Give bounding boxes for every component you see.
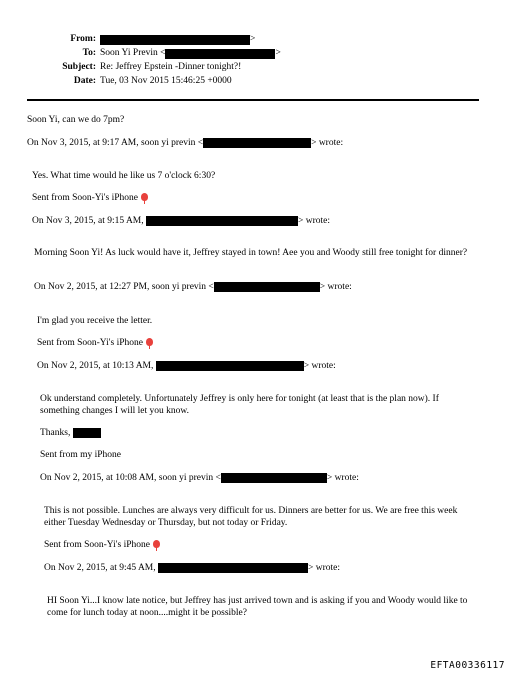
redaction-block	[221, 473, 327, 483]
redaction-block	[100, 35, 250, 45]
subject-value: Re: Jeffrey Epstein -Dinner tonight?!	[100, 62, 242, 73]
message-body: Morning Soon Yi! As luck would have it, Jeffrey stayed in town! Aee you and Woody still free tonight for dinner?	[34, 248, 468, 258]
signoff: Thanks,	[40, 428, 101, 440]
message-body: This is not possible. Lunches are always very difficult for us. Dinners are better for us. We are free this week either Tuesday Wednesday or Thursday, but not today or Friday.	[44, 506, 458, 528]
to-label: To:	[82, 48, 96, 59]
quote-header: On Nov 2, 2015, at 9:45 AM, > wrote:	[44, 563, 341, 574]
redaction-block	[214, 282, 320, 292]
signature: Sent from Soon-Yi's iPhone	[37, 338, 153, 350]
message-body: I'm glad you receive the letter.	[37, 316, 153, 326]
quote-header: On Nov 3, 2015, at 9:17 AM, soon yi previn < > wrote:	[27, 138, 344, 149]
balloon-icon	[153, 540, 160, 548]
header-divider	[27, 99, 479, 101]
email-header	[20, 33, 380, 89]
balloon-icon	[141, 193, 148, 201]
message-body: Yes. What time would he like us 7 o'clock 6:30?	[32, 171, 216, 181]
redaction-block	[158, 563, 308, 573]
signature: Sent from Soon-Yi's iPhone	[32, 193, 148, 205]
redaction-block	[146, 216, 298, 226]
message-body: Soon Yi, can we do 7pm?	[27, 115, 125, 125]
redaction-block	[203, 138, 311, 148]
redaction-block	[165, 49, 275, 59]
quote-header: On Nov 2, 2015, at 10:13 AM, > wrote:	[37, 361, 336, 372]
to-value: Soon Yi Previn < >	[100, 48, 281, 59]
from-value: >	[100, 34, 255, 46]
redaction-block	[156, 361, 304, 371]
redaction-block	[73, 428, 101, 438]
to-row	[20, 47, 380, 61]
balloon-icon	[146, 338, 153, 346]
signature: Sent from Soon-Yi's iPhone	[44, 540, 160, 552]
subject-label: Subject:	[62, 62, 96, 73]
quote-header: On Nov 2, 2015, at 12:27 PM, soon yi previn < > wrote:	[34, 282, 352, 293]
message-body: Ok understand completely. Unfortunately Jeffrey is only here for tonight (at least that is the plan now). If something changes I will let you know.	[40, 394, 439, 416]
bates-number: EFTA00336117	[430, 660, 505, 671]
from-row	[20, 33, 380, 47]
message-body: HI Soon Yi...I know late notice, but Jeffrey has just arrived town and is asking if you and Woody would like to come for lunch today at noon....might it be possible?	[47, 596, 468, 618]
quote-header: On Nov 2, 2015, at 10:08 AM, soon yi previn < > wrote:	[40, 473, 359, 484]
from-label: From:	[70, 34, 96, 45]
date-row	[20, 75, 380, 89]
date-label: Date:	[73, 76, 96, 87]
date-value: Tue, 03 Nov 2015 15:46:25 +0000	[100, 76, 232, 87]
signature: Sent from my iPhone	[40, 450, 122, 460]
quote-header: On Nov 3, 2015, at 9:15 AM, > wrote:	[32, 216, 331, 227]
subject-row	[20, 61, 380, 75]
